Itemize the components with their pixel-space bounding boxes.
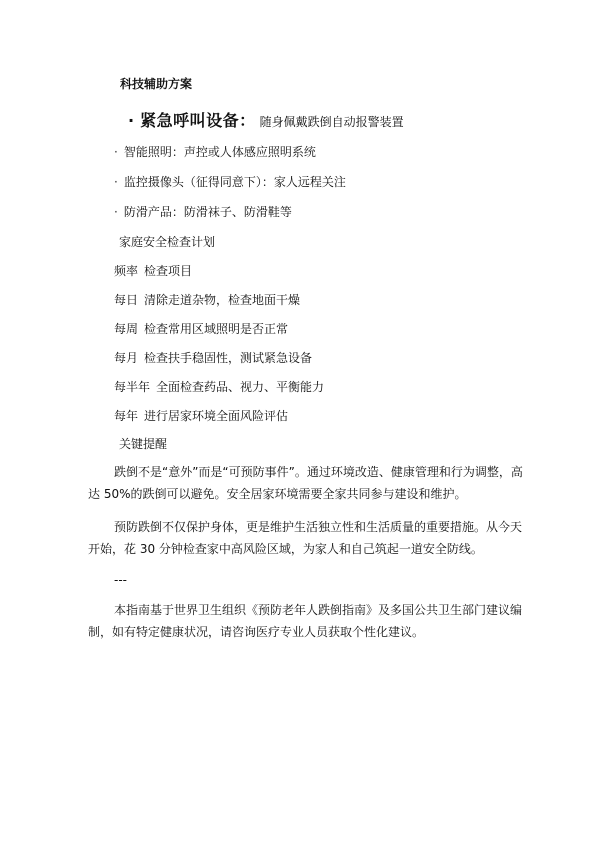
- tech-item-antislip: 防滑产品：防滑袜子、防滑鞋等: [123, 205, 292, 219]
- row-item: 清除走道杂物，检查地面干燥: [144, 293, 301, 307]
- row-item: 检查扶手稳固性，测试紧急设备: [144, 351, 313, 365]
- bullet-dot: ·: [114, 175, 118, 189]
- row-item: 检查常用区域照明是否正常: [144, 322, 289, 336]
- bullet-dot: ·: [114, 145, 118, 159]
- table-row: [114, 320, 288, 337]
- table-row: [114, 349, 312, 366]
- table-row: [114, 407, 288, 424]
- table-row: [114, 291, 300, 308]
- key-heading: 关键提醒: [119, 437, 168, 451]
- table-row: [114, 378, 324, 395]
- bullet-dot: ·: [128, 111, 135, 130]
- inspection-heading: 家庭安全检查计划: [119, 235, 216, 249]
- inspection-header-row: [114, 262, 192, 279]
- tech-list-item: [114, 173, 346, 190]
- row-freq: 每半年: [114, 380, 151, 394]
- row-freq: 每年: [114, 409, 139, 423]
- row-freq: 每日: [114, 293, 139, 307]
- tech-heading: 科技辅助方案: [120, 77, 193, 91]
- tech-item-camera: 监控摄像头（征得同意下）：家人远程关注: [123, 175, 346, 189]
- header-freq: 频率: [114, 264, 139, 278]
- header-item: 检查项目: [144, 264, 193, 278]
- tech-list-item: [114, 143, 316, 160]
- emergency-device-desc: 随身佩戴跌倒自动报警装置: [259, 115, 404, 129]
- row-item: 进行居家环境全面风险评估: [144, 409, 289, 423]
- row-item: 全面检查药品、视力、平衡能力: [156, 380, 325, 394]
- key-paragraph-1: 跌倒不是“意外”而是“可预防事件”。通过环境改造、健康管理和行为调整，高达 50%的跌倒可以避免。安全居家环境需要全家共同参与建设和维护。: [88, 465, 523, 501]
- key-paragraph-2: 预防跌倒不仅保护身体，更是维护生活独立性和生活质量的重要措施。从今天开始，花 30 分钟检查家中高风险区域，为家人和自己筑起一道安全防线。: [88, 520, 523, 556]
- separator: ---: [114, 573, 127, 587]
- row-freq: 每月: [114, 351, 139, 365]
- tech-list-item: [114, 203, 292, 220]
- bullet-dot: ·: [114, 205, 118, 219]
- tech-item-lighting: 智能照明：声控或人体感应照明系统: [123, 145, 316, 159]
- row-freq: 每周: [114, 322, 139, 336]
- emergency-device-line: [128, 108, 404, 131]
- footer-note: 本指南基于世界卫生组织《预防老年人跌倒指南》及多国公共卫生部门建议编制，如有特定健康状况，请咨询医疗专业人员获取个性化建议。: [88, 603, 523, 639]
- emergency-device-title: 紧急呼叫设备：: [140, 111, 256, 130]
